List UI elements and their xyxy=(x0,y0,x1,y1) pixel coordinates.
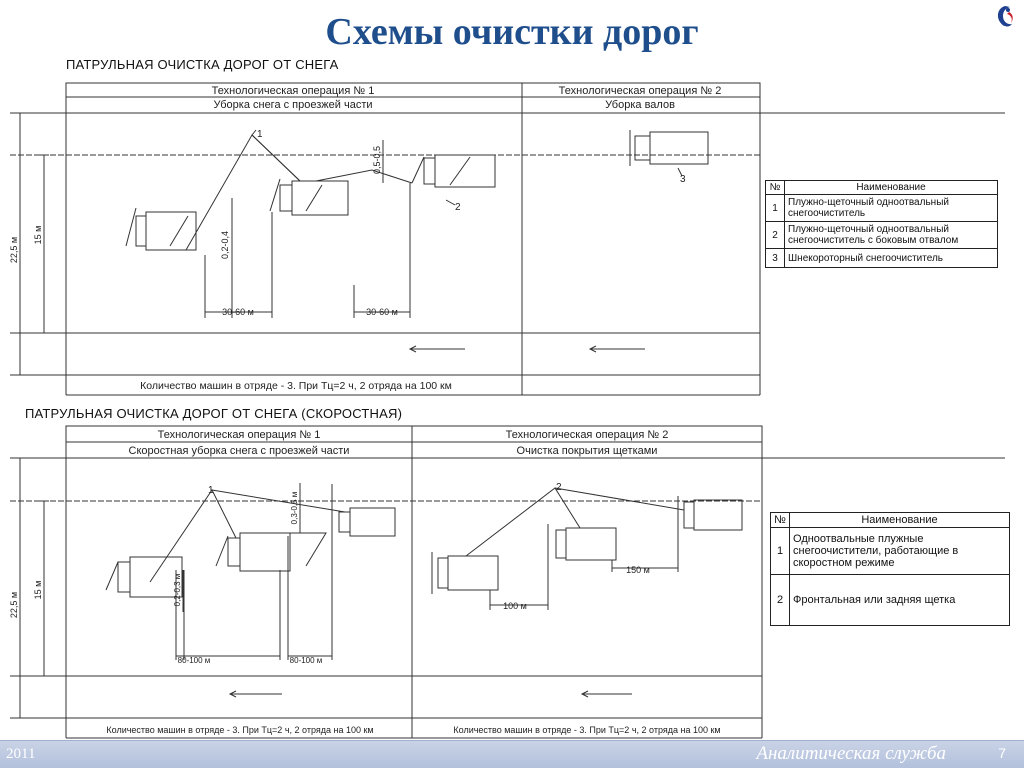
table-row: 1 Одноотвальные плужные снегоочистители, работающие в скоростном режиме xyxy=(771,528,1010,575)
scheme2-footer-left: Количество машин в отряде - 3. При Тц=2 ч, 2 отряда на 100 км xyxy=(106,725,374,735)
table-row: 3 Шнекороторный снегоочиститель xyxy=(766,249,998,268)
scheme1-dist-b: 30-60 м xyxy=(366,307,398,317)
scheme1-callout-2: 2 xyxy=(455,202,461,213)
scheme2-op2-name: Очистка покрытия щетками xyxy=(516,445,658,457)
scheme1-op2-title: Технологическая операция № 2 xyxy=(558,85,722,97)
footer-service: Аналитическая служба xyxy=(756,743,946,764)
footer-year: 2011 xyxy=(6,746,36,762)
scheme2-footer-right: Количество машин в отряде - 3. При Тц=2 ч, 2 отряда на 100 км xyxy=(453,725,721,735)
scheme1-heading: ПАТРУЛЬНАЯ ОЧИСТКА ДОРОГ ОТ СНЕГА xyxy=(66,57,339,72)
scheme2-machine-1b xyxy=(216,533,290,571)
scheme2-op1-title: Технологическая операция № 1 xyxy=(157,429,321,441)
page-number: 7 xyxy=(998,745,1006,761)
scheme2-machine-1a xyxy=(106,557,182,597)
scheme1-footer-note: Количество машин в отряде - 3. При Тц=2 ч, 2 отряда на 100 км xyxy=(140,380,452,392)
scheme2-op1-name: Скоростная уборка снега с проезжей части xyxy=(128,445,350,457)
page-title: Схемы очистки дорог xyxy=(325,11,699,53)
scheme1-op2-name: Уборка валов xyxy=(605,99,675,111)
scheme2-callout-2: 2 xyxy=(556,482,562,493)
scheme1-op1-name: Уборка снега с проезжей части xyxy=(213,99,373,111)
scheme1-callout-1: 1 xyxy=(257,129,263,140)
scheme2-brush-1 xyxy=(432,552,498,594)
scheme2-machine-1c xyxy=(339,508,395,536)
scheme2-dim-gap-b: 0,3-0,5 м xyxy=(290,491,299,525)
scheme2-brush-2 xyxy=(548,524,616,564)
scheme2-legend xyxy=(770,512,1010,626)
scheme2-dim-gap-a: 0,2-0,3 м xyxy=(173,573,182,607)
scheme2-dim-lane: 15 м xyxy=(33,580,43,600)
scheme2-dim-total: 22,5 м xyxy=(9,591,19,619)
scheme2-heading: ПАТРУЛЬНАЯ ОЧИСТКА ДОРОГ ОТ СНЕГА (СКОРОСТНАЯ) xyxy=(25,406,403,421)
scheme2-dist-c: 150 м xyxy=(626,565,650,575)
scheme1-op1-title: Технологическая операция № 1 xyxy=(211,85,375,97)
scheme2-brush-3 xyxy=(678,496,742,534)
scheme2-legend-col-no: № xyxy=(771,513,790,528)
footer-bar xyxy=(0,740,1024,768)
scheme1-callout-3: 3 xyxy=(680,174,686,185)
scheme1-dim-total: 22,5 м xyxy=(9,236,19,264)
scheme1-dim-gap-b: 0,5-0,5 xyxy=(372,145,382,175)
scheme2-dist-b: 80-100 м xyxy=(289,656,323,665)
scheme2-dist-d: 100 м xyxy=(503,601,527,611)
scheme2-callout-1: 1 xyxy=(208,485,214,496)
table-row: 1 Плужно-щеточный одноотвальный снегоочиститель xyxy=(766,195,998,222)
scheme1-dim-lane: 15 м xyxy=(33,225,43,245)
scheme1-legend-col-no: № xyxy=(766,181,785,195)
scheme1-dist-a: 30-60 м xyxy=(222,307,254,317)
scheme1-dim-gap-a: 0,2-0,4 xyxy=(220,230,230,260)
table-row: 2 Плужно-щеточный одноотвальный снегоочиститель с боковым отвалом xyxy=(766,222,998,249)
table-row: 2 Фронтальная или задняя щетка xyxy=(771,575,1010,626)
scheme2-dist-a: 80-100 м xyxy=(177,656,211,665)
scheme2-legend-col-name: Наименование xyxy=(790,513,1010,528)
scheme2-op2-title: Технологическая операция № 2 xyxy=(505,429,669,441)
scheme1-legend-col-name: Наименование xyxy=(785,181,998,195)
